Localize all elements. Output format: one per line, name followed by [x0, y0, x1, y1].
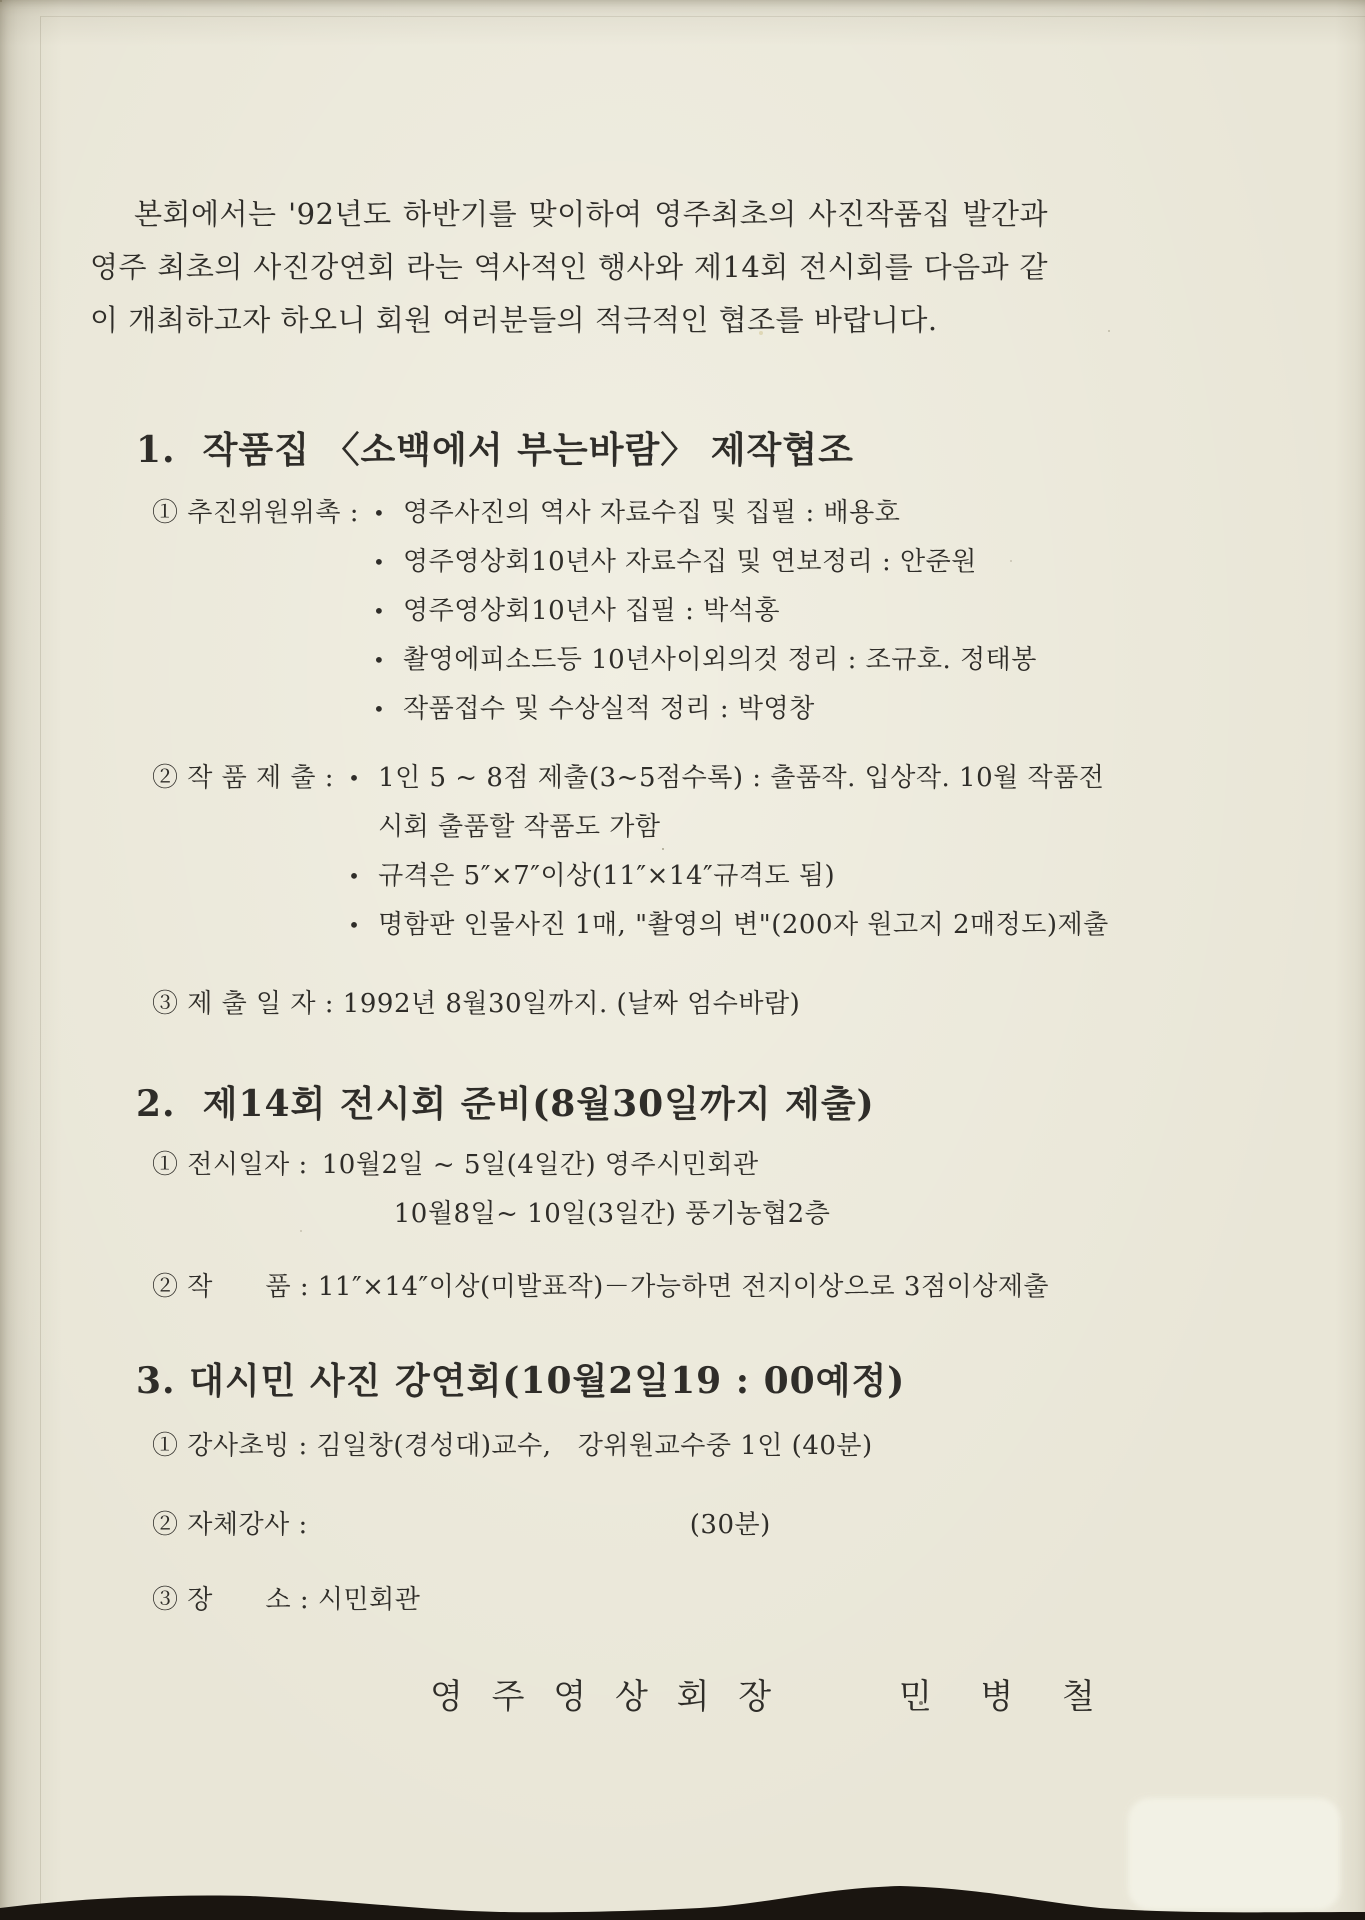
internal-lecturer-label: ② 자체강사 : — [152, 1510, 308, 1540]
works-spec-text: ② 작 품 : 11″×14″이상(미발표작)－가능하면 전지이상으로 3점이상제출 — [152, 1272, 1050, 1302]
document-content — [90, 0, 1210, 1718]
list-item — [348, 852, 1128, 901]
exhibition-dates — [322, 1141, 831, 1239]
submission-label: ② 작 품 제 출 : — [152, 763, 335, 793]
list-item — [348, 901, 1128, 950]
bullet-icon: • — [373, 501, 386, 525]
section-2-title: 2. 제14회 전시회 준비(8월30일까지 제출) — [136, 1083, 875, 1125]
section-1-title: 1. 작품집 〈소백에서 부는바람〉 제작협조 — [136, 429, 854, 471]
list-item-text: 촬영에피소드등 10년사이외의것 정리 : 조규호. 정태봉 — [403, 645, 1037, 675]
exhibition-date-line: 10월8일~ 10일(3일간) 풍기농협2층 — [393, 1199, 831, 1229]
list-item-text: 1인 5 ~ 8점 제출(3~5점수록) : 출품작. 입상작. 10월 작품전시회 출품할 작품도 가함 — [378, 763, 1105, 842]
list-item-text: 영주영상회10년사 자료수집 및 연보정리 : 안준원 — [403, 547, 977, 577]
list-item — [373, 636, 1153, 685]
exhibition-dates-label: ① 전시일자 : — [152, 1150, 308, 1180]
list-item-text: 영주영상회10년사 집필 : 박석홍 — [403, 596, 781, 626]
paper-specks — [0, 0, 2, 2]
section-1-item-deadline — [90, 980, 1210, 1029]
list-item — [373, 587, 1153, 636]
list-item — [373, 489, 1153, 538]
bullet-icon: • — [348, 864, 361, 888]
section-3-title: 3. 대시민 사진 강연회(10월2일19 : 00예정) — [136, 1360, 906, 1402]
bullet-icon: • — [373, 648, 386, 672]
committee-bullet-list — [373, 489, 1153, 734]
list-item-text: 영주사진의 역사 자료수집 및 집필 : 배용호 — [403, 498, 901, 528]
lecture-duration: (30분) — [689, 1510, 771, 1540]
section-3-item-lecturer — [90, 1422, 1210, 1471]
section-2-item-dates — [90, 1141, 1210, 1239]
intro-paragraph: 본회에서는 '92년도 하반기를 맞이하여 영주최초의 사진작품집 발간과 영주 최초의 사진강연회 라는 역사적인 행사와 제14회 전시회를 다음과 같이 개최하고자 하오니 회원 여러분들의 적극적인 협조를 바랍니다. — [90, 197, 1048, 337]
section-3-item-internal-lecturer — [90, 1501, 912, 1550]
list-item-text: 명함판 인물사진 1매, "촬영의 변"(200자 원고지 2매정도)제출 — [378, 910, 1109, 940]
bullet-icon: • — [348, 766, 361, 790]
invited-lecturer-text: ① 강사초빙 : 김일창(경성대)교수, 강위원교수중 1인 (40분) — [152, 1431, 873, 1461]
deadline-text: ③ 제 출 일 자 : 1992년 8월30일까지. (날짜 엄수바람) — [152, 989, 801, 1019]
signature-line: 영 주 영 상 회 장 민 병 철 — [430, 1677, 1104, 1717]
section-1-item-committee — [90, 489, 1210, 734]
submission-bullet-list — [348, 754, 1128, 950]
list-item-text: 작품접수 및 수상실적 정리 : 박영창 — [403, 694, 815, 724]
section-2-item-works — [90, 1263, 1210, 1312]
list-item-text: 규격은 5″×7″이상(11″×14″규격도 됨) — [378, 861, 836, 891]
exhibition-date-line: 10월2일 ~ 5일(4일간) 영주시민회관 — [321, 1150, 759, 1180]
bullet-icon: • — [373, 697, 386, 721]
list-item — [373, 538, 1153, 587]
bullet-icon: • — [373, 599, 386, 623]
section-3-item-venue — [90, 1576, 1210, 1625]
bullet-icon: • — [348, 913, 361, 937]
section-1-item-submission — [90, 754, 1210, 950]
venue-text: ③ 장 소 : 시민회관 — [152, 1585, 421, 1615]
scan-edge-shadow — [0, 1874, 1365, 1920]
bullet-icon: • — [373, 550, 386, 574]
list-item — [348, 754, 1128, 852]
list-item — [373, 685, 1153, 734]
committee-label: ① 추진위원위촉 : — [152, 498, 359, 528]
